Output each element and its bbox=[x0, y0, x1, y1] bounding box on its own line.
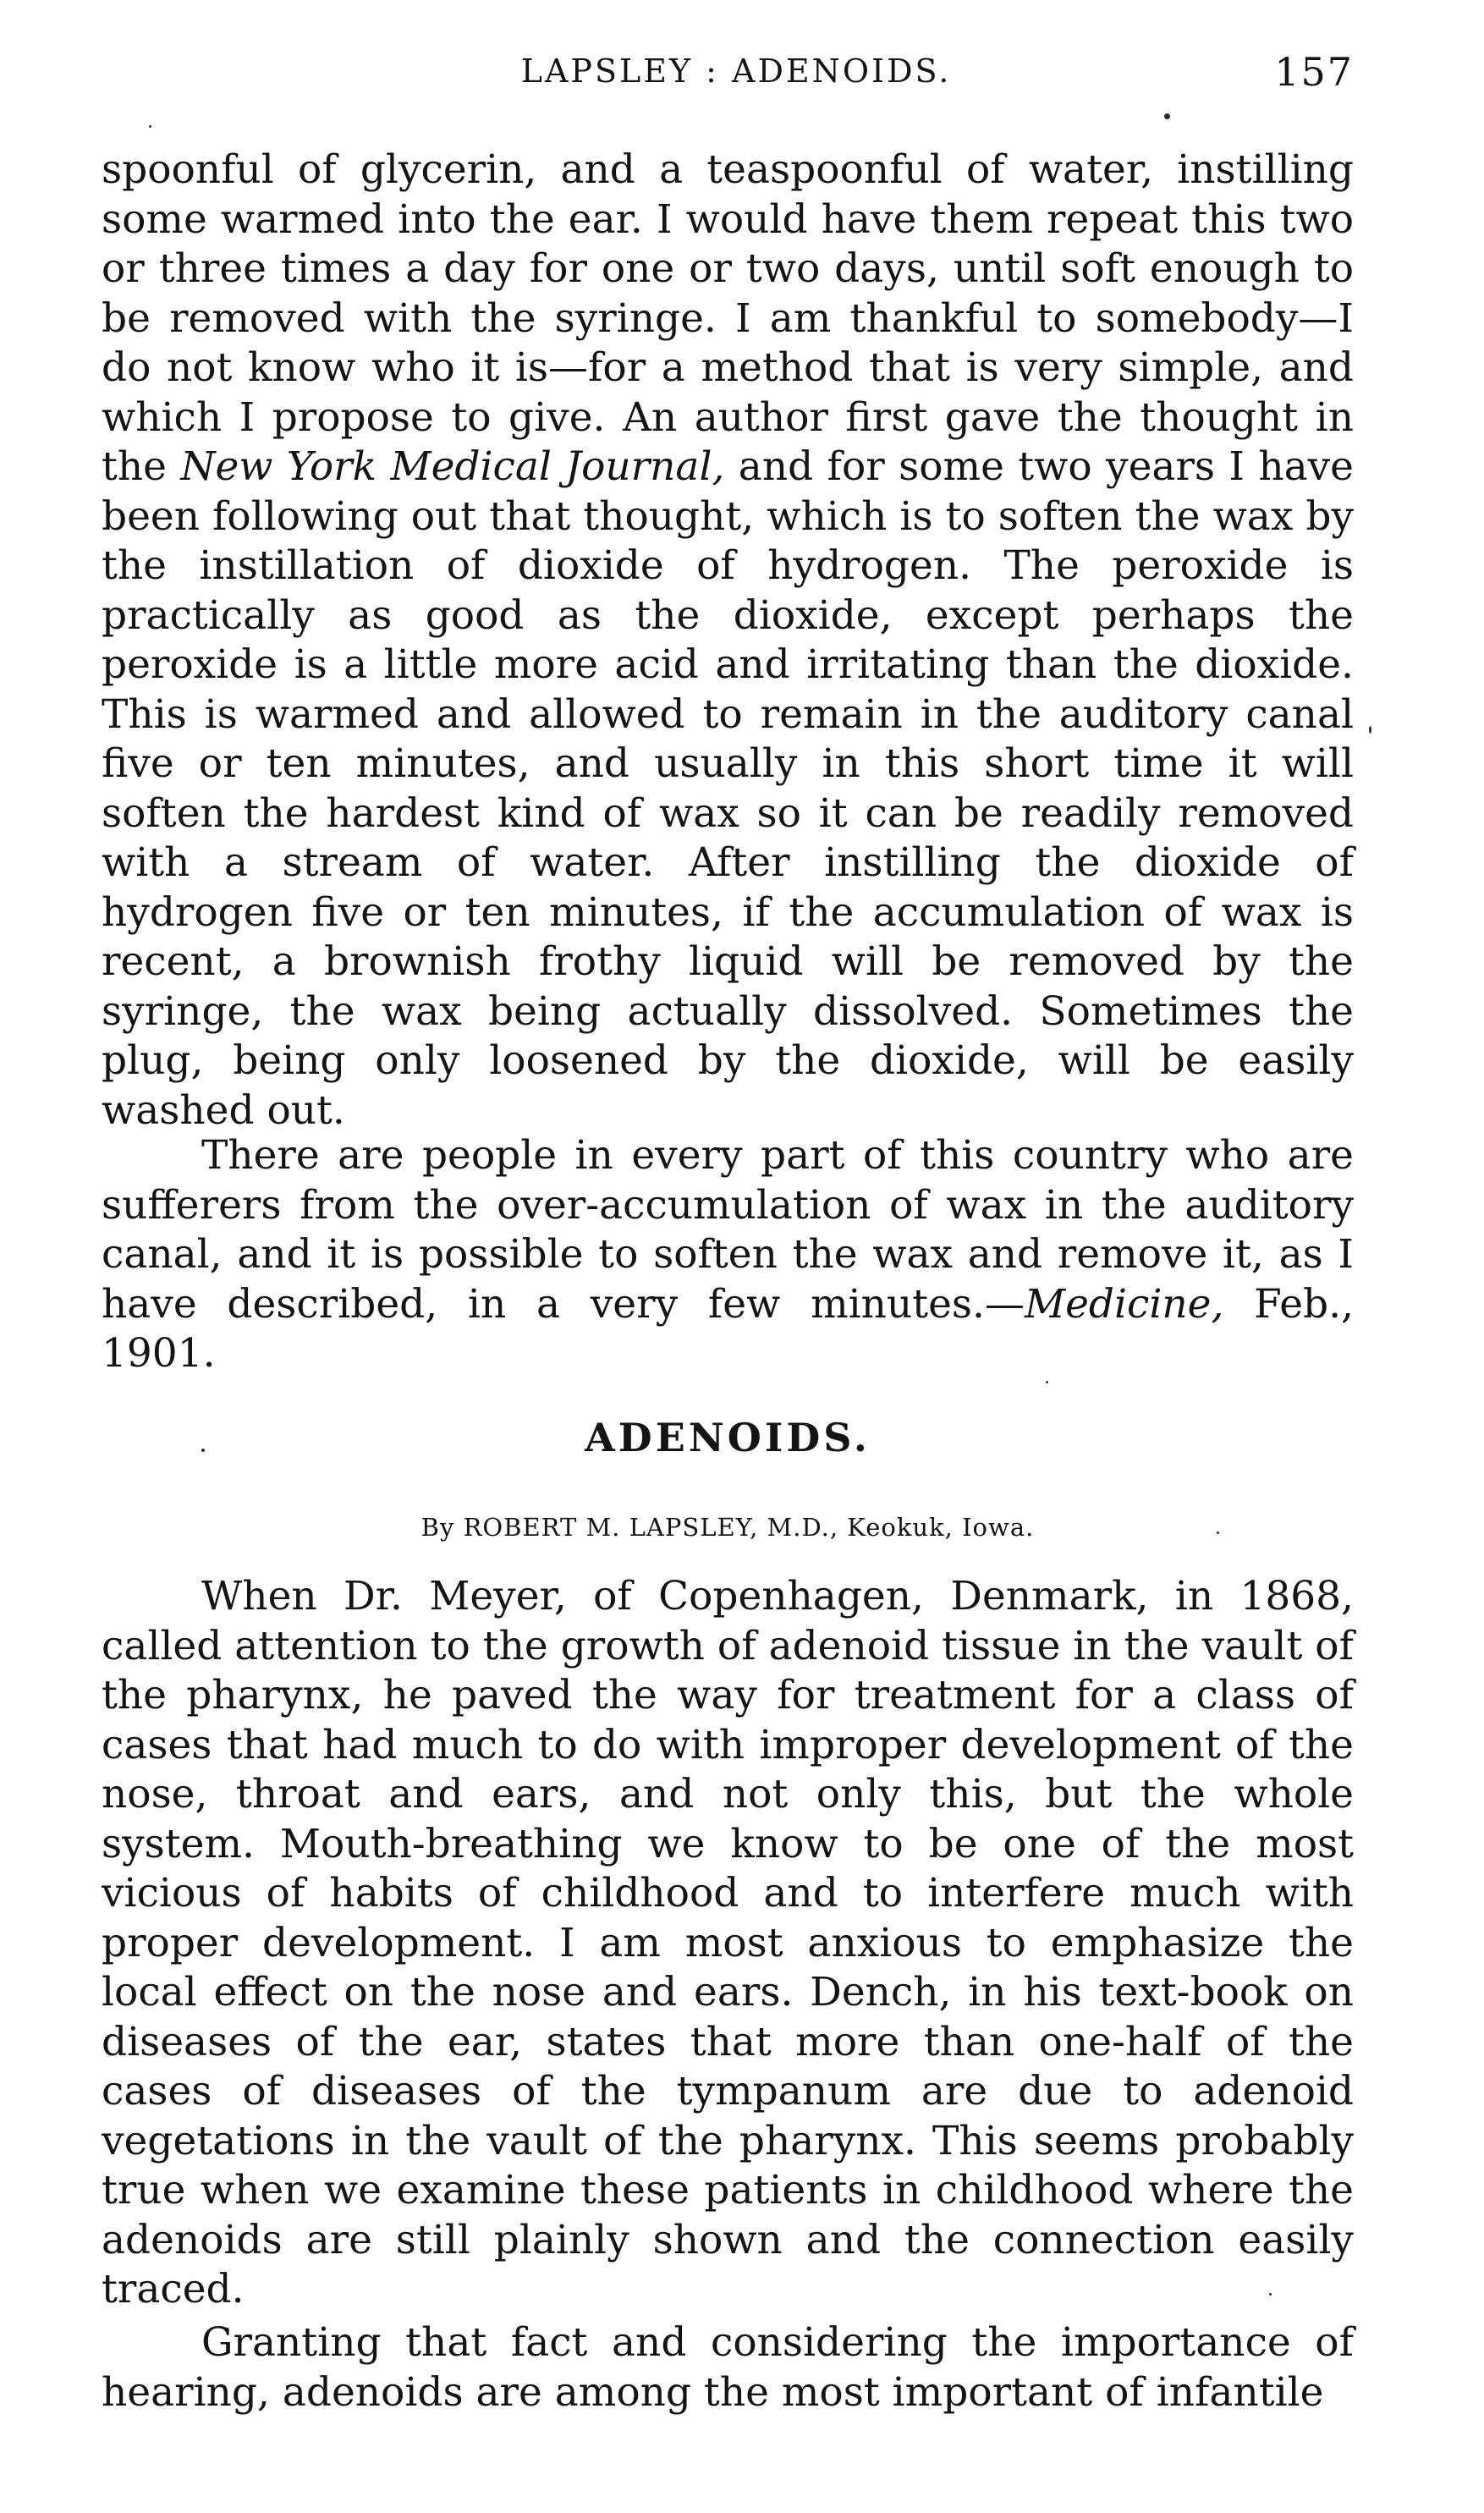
article-paragraph: When Dr. Meyer, of Copenhagen, Denmark, in 1868, called attention to the growth of adenoid tissue in the vault of the pharynx, he paved the way for treatment for a class of cases that had much to do with improper development of the nose, throat and ears, and not only this, but the whole system. Mouth-breathing we know to be one of the most vicious of habits of childhood and to interfere much with proper development. I am most anxious to emphasize the local effect on the nose and ears. Dench, in his text-book on diseases of the ear, states that more than one-half of the cases of diseases of the tympanum are due to adenoid vegetations in the vault of the pharynx. This seems probably true when we examine these patients in childhood where the adenoids are still plainly shown and the connection easily traced. bbox=[102, 1573, 1354, 2312]
closing-text: There are people in every part of this country who are sufferers from the over-accumulation of wax in the auditory canal, and it is possible to soften the wax and remove it, as I have described, in a very few minutes.— bbox=[102, 1132, 1354, 1328]
citation-date: Feb., 1901. bbox=[102, 1280, 1354, 1377]
citation-source: Medicine, bbox=[1024, 1280, 1224, 1328]
article-paragraph: Granting that fact and considering the importance of hearing, adenoids are among the most important of infantile bbox=[102, 2319, 1354, 2416]
running-head-title: LAPSLEY : ADENOIDS. bbox=[520, 52, 952, 90]
running-head bbox=[102, 49, 1371, 103]
print-speck bbox=[149, 125, 151, 128]
print-speck bbox=[1369, 726, 1371, 734]
continued-paragraph bbox=[102, 146, 1354, 1136]
closing-paragraph bbox=[102, 1131, 1354, 1379]
print-speck bbox=[201, 1449, 205, 1452]
print-speck bbox=[1164, 113, 1170, 119]
article-title: ADENOIDS. bbox=[585, 1415, 871, 1460]
page-number: 157 bbox=[1274, 49, 1354, 95]
print-speck bbox=[1217, 1531, 1219, 1534]
continued-text-part2: and for some two years I have been following out that thought, which is to soften the wax by the instillation of dioxide of hydrogen. The peroxide is practically as good as the dioxide, except perhaps the peroxide is a little more acid and irritating than the dioxide. This is warmed and allowed to remain in the auditory canal five or ten minutes, and usually in this short time it will soften the hardest kind of wax so it can be readily removed with a stream of water. After instilling the dioxide of hydrogen five or ten minutes, if the accumulation of wax is recent, a brownish frothy liquid will be removed by the syringe, the wax being actually dissolved. Sometimes the plug, being only loosened by the dioxide, will be easily washed out. bbox=[102, 443, 1355, 1134]
print-speck bbox=[1269, 2293, 1272, 2296]
article-byline: By ROBERT M. LAPSLEY, M.D., Keokuk, Iowa. bbox=[420, 1513, 1035, 1542]
journal-name: New York Medical Journal, bbox=[180, 443, 725, 490]
continued-text-part1: spoonful of glycerin, and a teaspoonful of water, instilling some warmed into the ear. I would have them repeat this two or three times a day for one or two days, until soft enough to be removed with the syringe. I am thankful to somebody—I do not know who it is—for a method that is very simple, and which I propose to give. An author first gave the thought in the bbox=[102, 146, 1354, 490]
print-speck bbox=[1046, 1381, 1048, 1383]
